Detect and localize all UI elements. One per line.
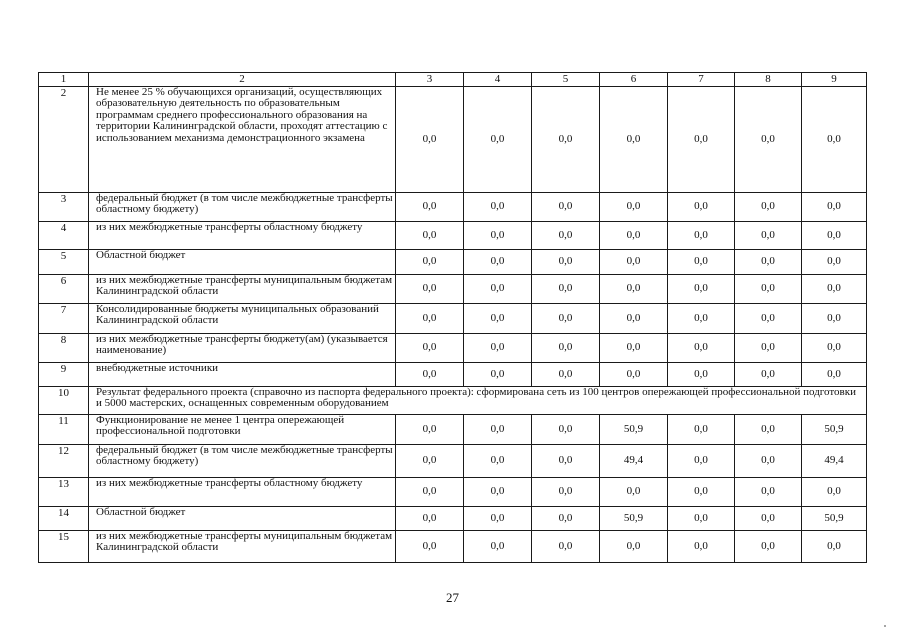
- row-number: 13: [39, 478, 89, 507]
- row-label: Консолидированные бюджеты муниципальных образований Калининградской области: [89, 304, 396, 334]
- column-header: 2: [89, 73, 396, 87]
- value-cell: 0,0: [802, 478, 867, 507]
- value-cell: 0,0: [735, 507, 802, 531]
- value-cell: 0,0: [802, 363, 867, 387]
- value-cell: 0,0: [396, 222, 464, 250]
- value-cell: 0,0: [600, 478, 668, 507]
- table-row: [39, 445, 867, 478]
- row-number: 11: [39, 415, 89, 445]
- row-number: 3: [39, 193, 89, 222]
- value-cell: 50,9: [600, 415, 668, 445]
- value-cell: 0,0: [532, 193, 600, 222]
- value-cell: 0,0: [668, 415, 735, 445]
- table-row: [39, 415, 867, 445]
- project-result-label: Результат федерального проекта (справочно из паспорта федерального проекта): сформирована сеть из 100 центров опережающей профессиональной подготовки и 5000 мастерских, оснащенных современным оборудованием: [89, 387, 867, 415]
- value-cell: 0,0: [396, 363, 464, 387]
- value-cell: 49,4: [600, 445, 668, 478]
- value-cell: 0,0: [802, 87, 867, 193]
- value-cell: 0,0: [396, 415, 464, 445]
- value-cell: 0,0: [396, 304, 464, 334]
- value-cell: 0,0: [735, 478, 802, 507]
- table-row: [39, 222, 867, 250]
- row-number: 8: [39, 334, 89, 363]
- row-label: из них межбюджетные трансферты муниципальным бюджетам Калининградской области: [89, 531, 396, 563]
- value-cell: 49,4: [802, 445, 867, 478]
- value-cell: 0,0: [802, 222, 867, 250]
- value-cell: 0,0: [802, 250, 867, 275]
- value-cell: 0,0: [735, 87, 802, 193]
- value-cell: 0,0: [735, 222, 802, 250]
- value-cell: 0,0: [532, 334, 600, 363]
- value-cell: 0,0: [735, 193, 802, 222]
- value-cell: 0,0: [532, 250, 600, 275]
- value-cell: 0,0: [802, 531, 867, 563]
- value-cell: 0,0: [668, 445, 735, 478]
- column-header: 6: [600, 73, 668, 87]
- value-cell: 0,0: [532, 507, 600, 531]
- value-cell: 50,9: [802, 415, 867, 445]
- column-header: 1: [39, 73, 89, 87]
- table-row: [39, 334, 867, 363]
- value-cell: 0,0: [735, 363, 802, 387]
- value-cell: 0,0: [668, 304, 735, 334]
- value-cell: 0,0: [600, 87, 668, 193]
- column-header: 3: [396, 73, 464, 87]
- value-cell: 0,0: [464, 334, 532, 363]
- row-label: федеральный бюджет (в том числе межбюджетные трансферты областному бюджету): [89, 445, 396, 478]
- value-cell: 0,0: [464, 250, 532, 275]
- table-row: [39, 275, 867, 304]
- value-cell: 0,0: [600, 222, 668, 250]
- value-cell: 0,0: [668, 87, 735, 193]
- row-label: федеральный бюджет (в том числе межбюджетные трансферты областному бюджету): [89, 193, 396, 222]
- value-cell: 0,0: [532, 415, 600, 445]
- page-number: 27: [446, 590, 459, 605]
- row-label: внебюджетные источники: [89, 363, 396, 387]
- row-label: Областной бюджет: [89, 250, 396, 275]
- value-cell: 0,0: [600, 363, 668, 387]
- value-cell: 0,0: [802, 275, 867, 304]
- value-cell: 0,0: [600, 193, 668, 222]
- value-cell: 0,0: [735, 445, 802, 478]
- table-row: [39, 304, 867, 334]
- column-header: 8: [735, 73, 802, 87]
- value-cell: 0,0: [396, 87, 464, 193]
- row-number: 4: [39, 222, 89, 250]
- value-cell: 0,0: [668, 193, 735, 222]
- table-row: [39, 478, 867, 507]
- table-row: [39, 531, 867, 563]
- value-cell: 0,0: [396, 193, 464, 222]
- row-label: Функционирование не менее 1 центра опережающей профессиональной подготовки: [89, 415, 396, 445]
- value-cell: 0,0: [532, 363, 600, 387]
- value-cell: 0,0: [396, 334, 464, 363]
- value-cell: 0,0: [396, 445, 464, 478]
- value-cell: 0,0: [600, 304, 668, 334]
- value-cell: 0,0: [464, 363, 532, 387]
- value-cell: 0,0: [600, 334, 668, 363]
- value-cell: 0,0: [464, 87, 532, 193]
- value-cell: 0,0: [464, 445, 532, 478]
- table-row: [39, 363, 867, 387]
- value-cell: 0,0: [600, 275, 668, 304]
- value-cell: 0,0: [735, 334, 802, 363]
- row-label: из них межбюджетные трансферты бюджету(ам) (указывается наименование): [89, 334, 396, 363]
- value-cell: 0,0: [532, 304, 600, 334]
- value-cell: 0,0: [396, 531, 464, 563]
- value-cell: 0,0: [464, 222, 532, 250]
- budget-table: [38, 72, 867, 563]
- value-cell: 50,9: [802, 507, 867, 531]
- row-number: 5: [39, 250, 89, 275]
- row-label: Областной бюджет: [89, 507, 396, 531]
- table-row: [39, 193, 867, 222]
- column-header: 7: [668, 73, 735, 87]
- value-cell: 0,0: [464, 304, 532, 334]
- table-row: [39, 87, 867, 193]
- value-cell: 0,0: [600, 531, 668, 563]
- row-number: 10: [39, 387, 89, 415]
- table-row: [39, 250, 867, 275]
- value-cell: 0,0: [532, 478, 600, 507]
- value-cell: 0,0: [464, 193, 532, 222]
- column-header: 5: [532, 73, 600, 87]
- value-cell: 0,0: [668, 531, 735, 563]
- value-cell: 0,0: [396, 250, 464, 275]
- table-row: [39, 507, 867, 531]
- row-label: из них межбюджетные трансферты муниципальным бюджетам Калининградской области: [89, 275, 396, 304]
- row-label: Не менее 25 % обучающихся организаций, осуществляющих образовательную деятельность по образовательным программам среднего профессионального образования на территории Калининградской области, проходят аттестацию с использованием механизма демонстрационного экзамена: [89, 87, 396, 193]
- value-cell: 0,0: [668, 363, 735, 387]
- value-cell: 0,0: [668, 250, 735, 275]
- row-number: 12: [39, 445, 89, 478]
- value-cell: 0,0: [464, 275, 532, 304]
- value-cell: 0,0: [532, 445, 600, 478]
- value-cell: 0,0: [735, 531, 802, 563]
- value-cell: 50,9: [600, 507, 668, 531]
- row-number: 15: [39, 531, 89, 563]
- value-cell: 0,0: [396, 275, 464, 304]
- value-cell: 0,0: [668, 478, 735, 507]
- value-cell: 0,0: [735, 275, 802, 304]
- value-cell: 0,0: [668, 507, 735, 531]
- value-cell: 0,0: [532, 87, 600, 193]
- row-number: 7: [39, 304, 89, 334]
- value-cell: 0,0: [735, 250, 802, 275]
- row-number: 6: [39, 275, 89, 304]
- value-cell: 0,0: [735, 415, 802, 445]
- value-cell: 0,0: [668, 334, 735, 363]
- column-header: 9: [802, 73, 867, 87]
- value-cell: 0,0: [532, 275, 600, 304]
- value-cell: 0,0: [464, 507, 532, 531]
- table-row: [39, 387, 867, 415]
- value-cell: 0,0: [464, 478, 532, 507]
- row-label: из них межбюджетные трансферты областному бюджету: [89, 478, 396, 507]
- row-number: 9: [39, 363, 89, 387]
- scan-speck: [884, 625, 886, 627]
- value-cell: 0,0: [464, 415, 532, 445]
- value-cell: 0,0: [600, 250, 668, 275]
- value-cell: 0,0: [532, 222, 600, 250]
- row-number: 14: [39, 507, 89, 531]
- table-header-row: [39, 73, 867, 87]
- column-header: 4: [464, 73, 532, 87]
- value-cell: 0,0: [532, 531, 600, 563]
- value-cell: 0,0: [802, 304, 867, 334]
- value-cell: 0,0: [802, 193, 867, 222]
- row-label: из них межбюджетные трансферты областному бюджету: [89, 222, 396, 250]
- value-cell: 0,0: [802, 334, 867, 363]
- value-cell: 0,0: [735, 304, 802, 334]
- value-cell: 0,0: [396, 478, 464, 507]
- value-cell: 0,0: [668, 222, 735, 250]
- value-cell: 0,0: [396, 507, 464, 531]
- value-cell: 0,0: [464, 531, 532, 563]
- value-cell: 0,0: [668, 275, 735, 304]
- row-number: 2: [39, 87, 89, 193]
